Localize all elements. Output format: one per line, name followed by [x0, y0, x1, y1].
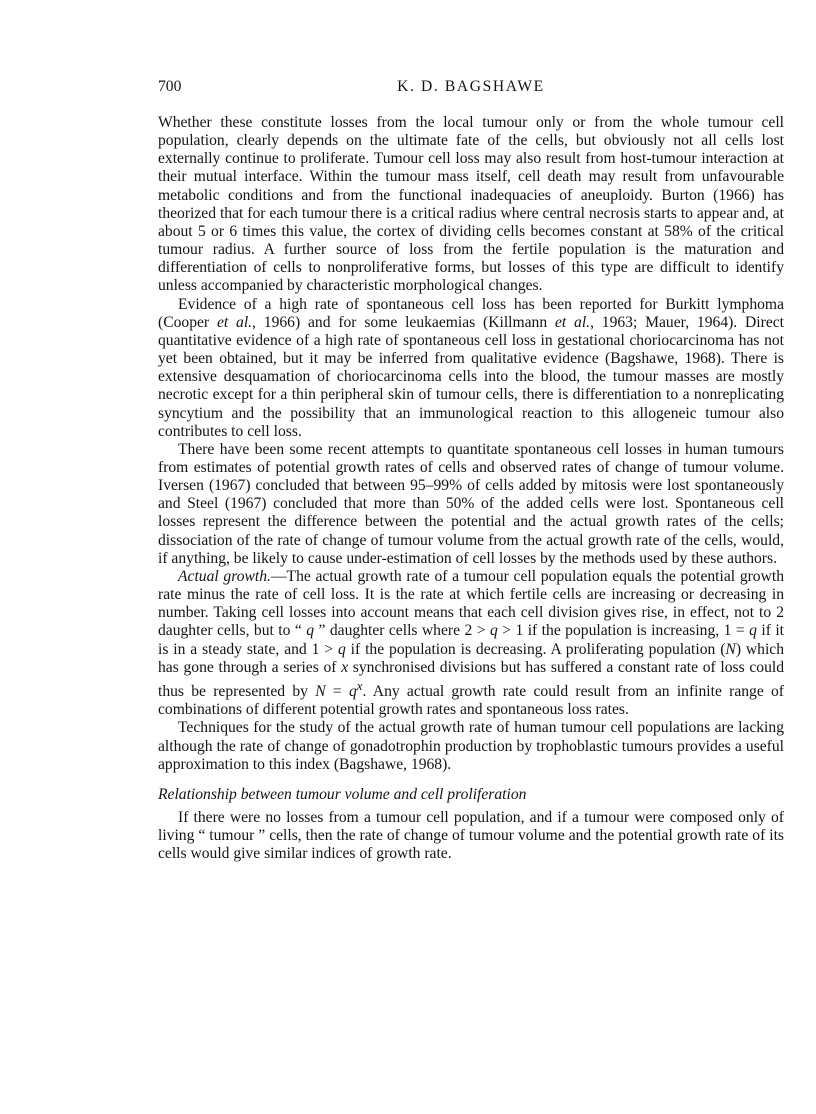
- paragraph-cell-loss-sources: Whether these constitute losses from the local tumour only or from the whole tumour cell population, clearly depends on the ultimate fate of the cells, but obviously not all cells lost externally continue to proliferate. Tumour cell loss may also result from host-tumour interaction at their mutual interface. Within the tumour mass itself, cell death may result from unfavourable metabolic conditions and from the functional inadequacies of aneuploidy. Burton (1966) has theorized that for each tumour there is a critical radius where central necrosis starts to appear and, at about 5 or 6 times this value, the cortex of dividing cells becomes constant at 58% of the critical tumour radius. A further source of loss from the fertile population is the maturation and differentiation of cells to nonproliferative forms, but losses of this type are difficult to identify unless accompanied by characteristic morphological changes.: [158, 114, 784, 295]
- journal-page: [158, 78, 784, 863]
- running-head: K. D. BAGSHAWE: [397, 78, 545, 95]
- page-number: 700: [158, 78, 182, 95]
- actual-growth-heading: Actual growth.: [178, 567, 271, 585]
- paragraph-actual-growth: Actual growth.—The actual growth rate of a tumour cell population equals the potential growth rate minus the rate of cell loss. It is the rate at which fertile cells are increasing or decreasing in number. Taking cell losses into account means that each cell division gives rise, in effect, not to 2 daughter cells, but to “ q ” daughter cells where 2 > q > 1 if the population is increasing, 1 = q if it is in a steady state, and 1 > q if the population is decreasing. A proliferating population (N) which has gone through a series of x synchronised divisions but has suffered a constant rate of loss could thus be represented by $N = q^x$. Any actual growth rate could result from an infinite range of combinations of different potential growth rates and spontaneous loss rates.: [158, 567, 785, 719]
- paragraph-spontaneous-cell-loss: Evidence of a high rate of spontaneous cell loss has been reported for Burkitt lymphoma (Cooper et al., 1966) and for some leukaemias (Killmann et al., 1963; Mauer, 1964). Direct quantitative evidence of a high rate of spontaneous cell loss in gestational choriocarcinoma has not yet been obtained, but it may be inferred from qualitative evidence (Bagshawe, 1968). There is extensive desquamation of choriocarcinoma cells into the blood, the tumour masses are mostly necrotic except for a thin peripheral skin of tumour cells, there is differentiation to a nonreplicating syncytium and the possibility that an immunological reaction to this allogeneic tumour also contributes to cell loss.: [158, 295, 784, 440]
- paragraph-quantitation-attempts: There have been some recent attempts to quantitate spontaneous cell losses in human tumours from estimates of potential growth rates of cells and observed rates of change of tumour volume. Iversen (1967) concluded that between 95–99% of cells added by mitosis were lost spontaneously and Steel (1967) concluded that more than 50% of the added cells were lost. Spontaneous cell losses represent the difference between the potential and the actual growth rates of the cells; dissociation of the rate of change of tumour volume from the actual growth rate of the cells, would, if anything, be likely to cause under-estimation of cell losses by the methods used by these authors.: [158, 440, 784, 567]
- section-heading: Relationship between tumour volume and cell proliferation: [158, 785, 527, 803]
- paragraph-tumour-volume: If there were no losses from a tumour cell population, and if a tumour were composed only of living “ tumour ” cells, then the rate of change of tumour volume and the potential growth rate of its cells would give similar indices of growth rate.: [158, 808, 784, 863]
- page-header: [158, 78, 784, 100]
- paragraph-techniques: Techniques for the study of the actual growth rate of human tumour cell populations are lacking although the rate of change of gonadotrophin production by trophoblastic tumours provides a useful approximation to this index (Bagshawe, 1968).: [158, 719, 784, 773]
